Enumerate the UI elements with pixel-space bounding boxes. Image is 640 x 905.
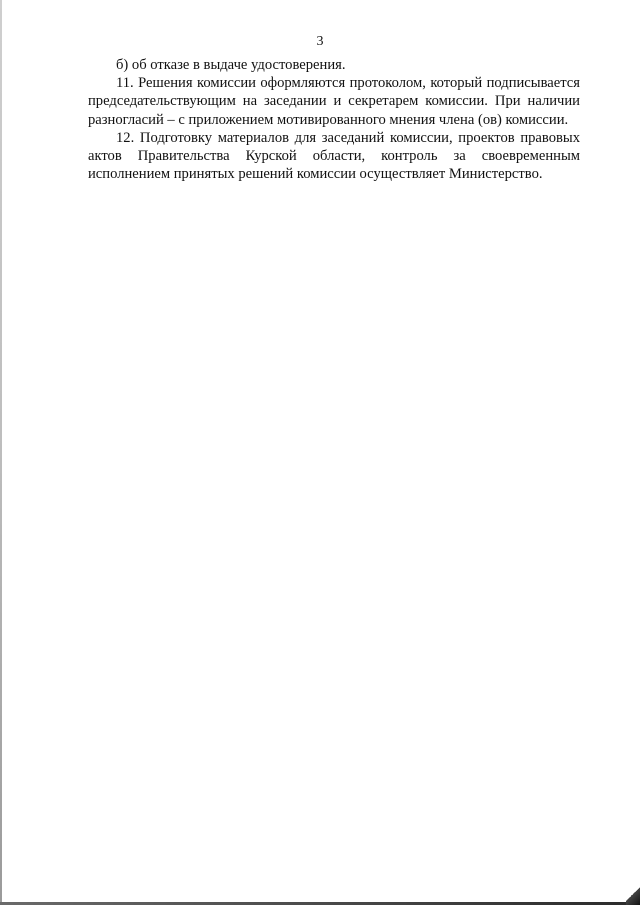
paragraph-11: 11. Решения комиссии оформляются протоколом, который подписывается председательствующим на заседании и секретарем комиссии. При наличии разногласий – с приложением мотивированного мнения члена (ов) комиссии. bbox=[88, 75, 580, 128]
scan-shadow-corner bbox=[626, 883, 640, 905]
paragraph-12: 12. Подготовку материалов для заседаний комиссии, проектов правовых актов Правительства Курской области, контроль за своевременным исполнением принятых решений комиссии осуществляет Министерство. bbox=[88, 129, 580, 183]
page-number: 3 bbox=[316, 34, 324, 49]
paragraph-refusal: б) об отказе в выдаче удостоверения. bbox=[116, 57, 346, 73]
scan-shadow-left bbox=[0, 0, 2, 905]
body-text bbox=[88, 56, 580, 183]
